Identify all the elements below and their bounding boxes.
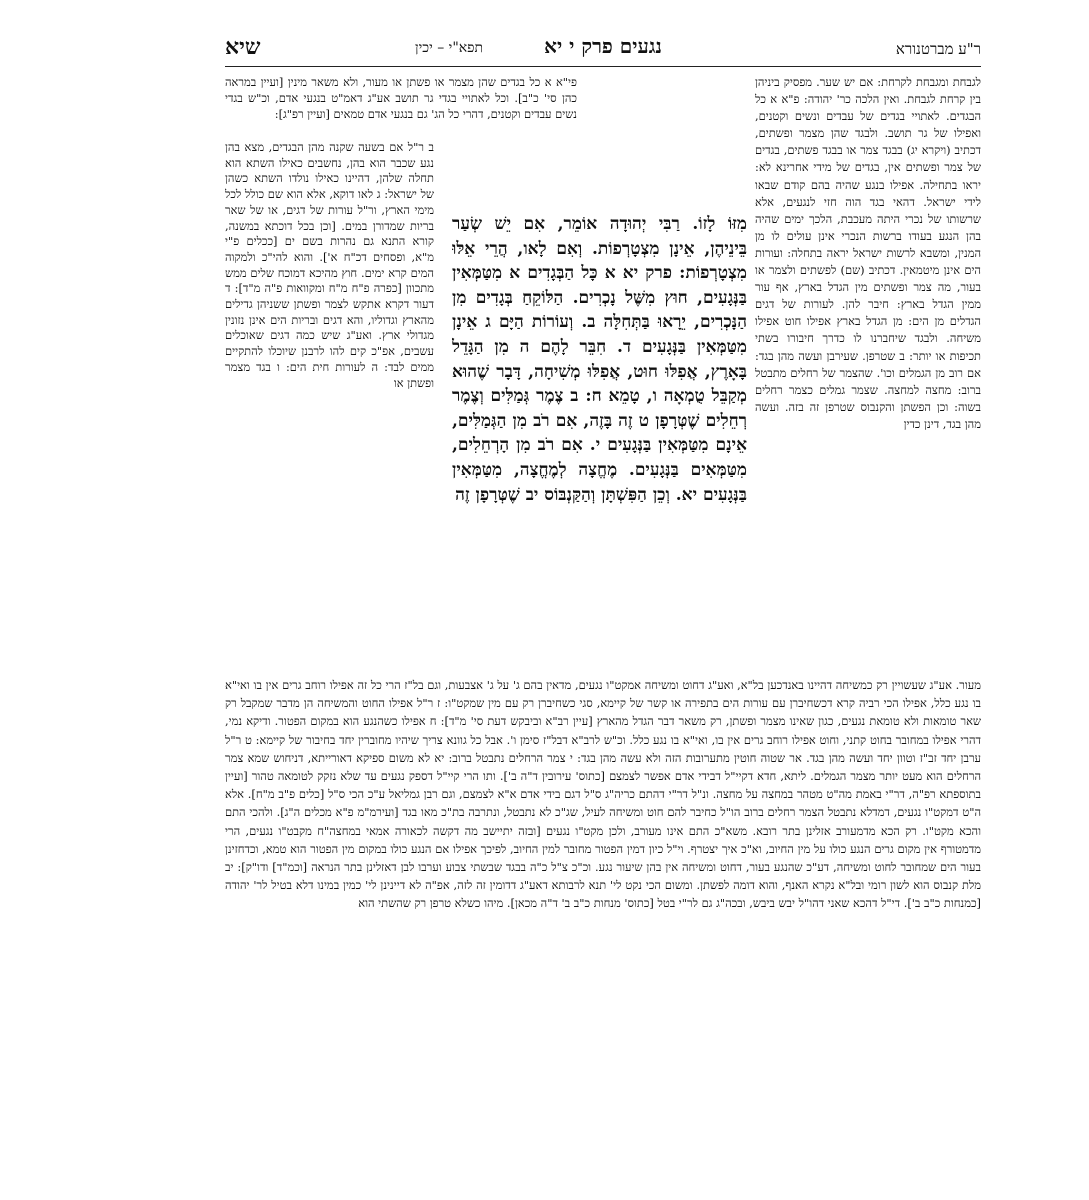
mishna-text bbox=[452, 212, 747, 672]
bartenura-commentary bbox=[755, 74, 981, 670]
header-commentary-title: ר"ע מברטנורא bbox=[895, 40, 981, 58]
header-yachin-title: תפא"י – יכין bbox=[415, 40, 484, 56]
yachin-commentary-top: פי"א א כל בגדים שהן מצמר או פשתן או מעור, ולא משאר מינין [ועיין במראה כהן סי' כ"ב]. וכל לאתויי בגדי גר תושב אע"ג דאמ"ט בנגעי אדם, וכ"ש בגדי נשים עבדים וקטנים, דהרי כל הג' גם בנגעי אדם טמאים [ועיין רפ"ג]: bbox=[225, 75, 577, 122]
page-header bbox=[225, 34, 981, 64]
header-chapter-title: נגעים פרק י יא bbox=[544, 34, 662, 58]
yachin-commentary-column: ב ר"ל אם בשעה שקנה מהן הבגדים, מצא בהן נגע שכבר הוא בהן, נחשבים כאילו השתא הוא תחלה שלהן, דהיינו כאילו נולדו השתא כשהן של ישראל: ג לאו דוקא, אלא הוא שם כולל לכל מימי הארץ, ור"ל עורות של דגים, או של שאר בריות שמדורן במים. [וכן בכל דוכתא במשנה, קורא התנא גם נהרות בשם ים [ככלים פ"י מ"א, ופסחים דכ"ח א']. והוא להי"כ ולמקוה המים קרא ימים. חוץ מהיכא דמוכח שלים ממש מתכוון [כפרה פ"ח מ"ח ומקוואות פ"ה מ"ד]: ד דעור דקרא אתקש לצמר ופשתן ששניהן גדילים מהארץ וגדוליו, והא דגים ובריות הים אינן נזונין מגדולי ארץ. ואע"ג שיש כמה דגים שאוכלים עשבים, אפ"כ קים להו לרבנן שיוכלו להתקיים ממים לבד: ה לעורות חית הים: ו בגד מצמר ופשתן או bbox=[225, 140, 434, 390]
header-rule bbox=[225, 66, 981, 67]
mishna-previous-end: מִזּוֹ לָזוֹ. רַבִּי יְהוּדָה אוֹמֵר, אִם יֵשׁ שְׂעַר בֵּינֵיהֶן, אֵינָן מִצְטָרְפוֹת. וְאִם לָאו, הֲרֵי אֵלּוּ מִצְטָרְפוֹת: bbox=[452, 214, 747, 284]
page-number: שיא bbox=[225, 34, 261, 60]
mishna-chapter-body: פרק יא א כָּל הַבְּגָדִים א מִטַּמְּאִין בַּנְּגָעִים, חוּץ מִשֶּׁל נָכְרִים. הַלּוֹקֵחַ בְּגָדִים מִן הַנָּכְרִים, יֵרָאוּ בַּתְּחִלָּה ב. וְעוֹרוֹת הַיָּם ג אֵינָן מִטַּמְּאִין בַּנְּגָעִים ד. חִבֵּר לָהֶם ה מִן הַגָּדֵל בָּאָרֶץ, אֲפִלּוּ חוּט, אֲפִלּוּ מְשִׁיחָה, דָּבָר שֶׁהוּא מְקַבֵּל טֻמְאָה ו, טָמֵא ח: ב צֶמֶר גְּמַלִּים וְצֶמֶר רְחֵלִים שֶׁטְּרָפָן ט זֶה בָּזֶה, אִם רֹב מִן הַגְּמַלִּים, אֵינָם מִטַּמְּאִין בַּנְּגָעִים י. אִם רֹב מִן הָרְחֵלִים, מִטַּמְּאִים בַּנְּגָעִים. מֶחֱצָה לְמֶחֱצָה, מִטַּמְּאִין בַּנְּגָעִים יא. וְכֵן הַפִּשְׁתָּן וְהַקַּנְבּוֹס יב שֶׁטְּרָפָן זֶה bbox=[452, 263, 747, 505]
yachin-commentary-bottom: מעור. אע"ג שעשויין רק כמשיחה דהיינו באנדכען בל"א, ואע"ג דחוט ומשיחה אמקט"ו נגעים, מדאין בהם ג' על ג' אצבעות, וגם בל"ז הרי כל זה אפילו רוחב גרים אין בו ואי"א בו נגע כלל, אפילו הכי רביה קרא דכשחיברן עם עורות הים בתפירה או קשר של קיימא, סגי כשחיברן רק עם מין שמקט"ו: ז ר"ל אפילו החוט והמשיחה הן מדבר שמקבל רק שאר טומאות ולא טומאת נגעים, כגון שאינו מצמר ופשתן, רק משאר דבר הגדל מהארץ [עיין רב"א וביבקש דעת סי' מ"ד]: ח אפילו כשהנגע הוא במקום הפטור. ודיקא נמי, דהרי אפילו במחובר בחוט קתני, וחוט אפילו רוחב גרים אין בו, ואי"א בו נגע כלל. וכ"ש לרב"א דבל"ז סימן ו'. אבל כל גוונא צריך שיהיו מחוברין יחד בחיבור של קיימא: ט ר"ל ערבן יחד זב"ז וטוון יחד ועשה מהן בגד. אר שטוה חוטין מתערובות הזה ולא עשה מהן בגד: י צמר הרחלים נתבטל ברוב: יא לא משום ספיקא דאורייתא, דניחוש שמא צמר הרחלים הוא מעט יותר מצמר הגמלים. ליתא, חדא דקיי"ל דבידי אדם אפשר לצמצם [כתוס' עירובין ד"ה ב']. ותו הרי קיי"ל דספק נגעים עד שלא נזקק לטומאה טהור [ועיין בתוספתא רפ"ה, דר"י באמת מה"ט מטהר במחצה על מחצה. ונ"ל דר"י דהתם כריה"ג ס"ל דגם בידי אדם א"א לצמצם, וגם רבן גמליאל ע"כ הכי ס"ל [כלים פ"ב מ"ח]. אלא ה"ט דמקט"ו נגעים, דמדלא נתבטל הצמר רחלים ברוב הו"ל כחיבר להם חוט ומשיחה לעיל, שג"כ לא נתבטל, ונתרבה בת"כ מאו בגד [ועירמ"מ פ"א מכלים ה"ג]. ולהכי התם והכא מקט"ו. רק הכא מדמעורב אזלינן בתר רובא. משא"כ התם אינו מעורב, ולכן מקט"ו נגעים [ובזה יתיישב מה דקשה לכאורה אמאי במחצה"ח מקבט"ו נגעים, הרי מדמטורף אין מקום גרים הנגע כולו על מין החיוב, וא"כ איך יצטרף. וי"ל כיון דמין הפטור מחובר למין החיוב, לפיכך אפילו אם הנגע כולו במקום מין הפטור הוא טמא, וכדחזינן בעור הים שמחובר לחוט ומשיחה, דע"כ שהנגע בעור, דחוט ומשיחה אין בהן שיעור נגע. וכ"כ צ"ל כ"ה בבגד שבשתי צבוע וערבו לבן דאזלינן בתר הנראה [וכמ"ד] ודו"ק]: יב מלת קנבוס הוא לשון רומי ובל"א נקרא האנף, והוא דומה לפשתן. ומשום הכי נקט לי' תנא לרבותא דאע"ג דדומין זה לזה, אפ"ה לא דיינינן לי' כמין במינו דלא בטיל לר' יהודה [כמנחות כ"ב ב']. די"ל דהכא שאני דהו"ל יבש ביבש, ובכה"ג גם לר"י בטל [כתוס' מנחות כ"ב ב' ד"ה מכאן]. מיהו כשלא טרפן רק שהשתי הוא bbox=[225, 678, 981, 911]
bartenura-chapter-body: פ"א א כל הבגדים. לאתויי בגדים של עבדים ונשים וקטנים, ואפילו של גר תושב. ולבגד שהן מצמר ופשתים, דכתיב (ויקרא יג) בבגד צמר או בבגד פשתים, בגדים של צמר ופשתים אין, בגדים של מידי אחרינא לא: יראו בתחילה. אפילו בנגע שהיה בהם קודם שבאו לידי ישראל. דהאי בגד הוה חזי לנגעים, אלא שרשותו של נכרי היתה מעכבת, הלכך ימים שהיה בהן הנגע בעודו ברשות הנכרי אינן עולים לו מן המנין, ומשבא לרשות ישראל יראה בתחלה: ועורות הים אינן מיטמאין. דכתיב (שם) לפשתים ולצמר או בעור, מה צמר ופשתים מין הגדל בארץ, אף עור ממין הגדל בארץ: חיבר להן. לעורות של דגים הגדלים מן הים: מן הגדל בארץ אפילו חוט אפילו משיחה. ולבגד שיחברנו לו כדרך חיבורו בשתי תכיפות או יותר: ב שטרפן. שעירבן ועשה מהן בגד: אם רוב מן הגמלים וכו'. שהצמר של רחלים מתבטל ברוב: מחצה למחצה. שצמר גמלים כצמר רחלים בשוה: וכן הפשתן והקנבוס שטרפן זה בזה. ועשה מהן בגד, דינן כדין bbox=[755, 92, 981, 431]
bartenura-prev-chapter: לגבחת ומגבחת לקרחת: אם יש שער. מפסיק ביניהן בין קרחת לגבחת. ואין הלכה כר' יהודה: bbox=[755, 75, 981, 107]
